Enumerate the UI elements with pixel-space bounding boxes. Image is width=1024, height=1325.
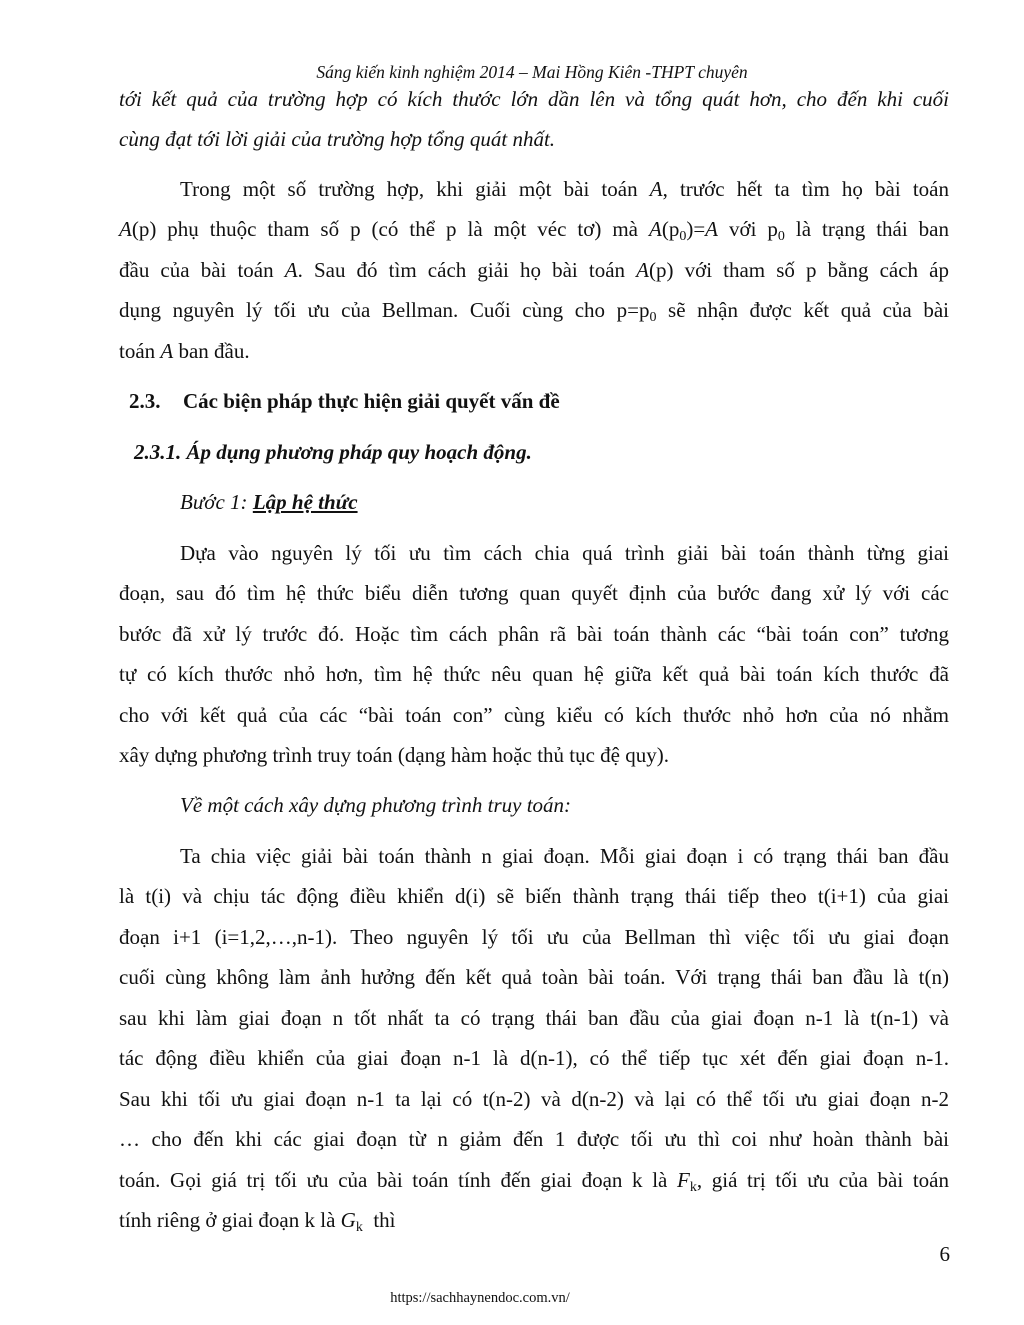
para1-line-5: toán A ban đầu. <box>119 339 250 363</box>
section-number: 2.3. <box>129 389 161 413</box>
subsection-heading: 2.3.1. Áp dụng phương pháp quy hoạch động. <box>134 440 532 464</box>
para3-line-4: cuối cùng không làm ảnh hưởng đến kết quả toàn bài toán. Với trạng thái ban đầu là t(n) <box>119 965 949 989</box>
para3-line-9: toán. Gọi giá trị tối ưu của bài toán tính đến giai đoạn k là $F_k$, giá trị tối ưu của bài toán <box>119 1168 949 1195</box>
para3-line-3: đoạn i+1 (i=1,2,…,n-1). Theo nguyên lý tối ưu của Bellman thì việc tối ưu giai đoạn <box>119 925 949 949</box>
para3-line-1: Ta chia việc giải bài toán thành n giai đoạn. Mỗi giai đoạn i có trạng thái ban đầu <box>180 844 949 868</box>
intro-line-1: tới kết quả của trường hợp có kích thước lớn dần lên và tổng quát hơn, cho đến khi cuối <box>119 87 949 111</box>
para2-line-4: tự có kích thước nhỏ hơn, tìm hệ thức nêu quan hệ giữa kết quả bài toán kích thước đã <box>119 662 949 686</box>
para1-line-2: A(p) phụ thuộc tham số p (có thể p là một véc tơ) mà $A(p_0)=A$ với $p_0$ là trạng thái ban <box>119 217 949 244</box>
section-heading <box>129 389 959 413</box>
para1-line-4: dụng nguyên lý tối ưu của Bellman. Cuối cùng cho $p=p_0$ sẽ nhận được kết quả của bài <box>119 298 949 325</box>
para3-line-8: … cho đến khi các giai đoạn từ n giảm đến 1 được tối ưu thì coi như hoàn thành bài <box>119 1127 949 1151</box>
footer-url: https://sachhaynendoc.com.vn/ <box>390 1290 570 1306</box>
para2-line-5: cho với kết quả của các “bài toán con” cùng kiểu có kích thước nhỏ hơn của nó nhằm <box>119 703 949 727</box>
para1-line-1: Trong một số trường hợp, khi giải một bài toán A, trước hết ta tìm họ bài toán <box>180 177 949 201</box>
para3-line-7: Sau khi tối ưu giai đoạn n-1 ta lại có t(n-2) và d(n-2) và lại có thể tối ưu giai đoạn n-2 <box>119 1087 949 1111</box>
para3-line-2: là t(i) và chịu tác động điều khiển d(i) sẽ biến thành trạng thái tiếp theo t(i+1) của giai <box>119 884 949 908</box>
para2-line-3: bước đã xử lý trước đó. Hoặc tìm cách phân rã bài toán thành các “bài toán con” tương <box>119 622 949 646</box>
para2-line-6: xây dựng phương trình truy toán (dạng hàm hoặc thủ tục đệ quy). <box>119 743 669 767</box>
para2-line-1: Dựa vào nguyên lý tối ưu tìm cách chia quá trình giải bài toán thành từng giai <box>180 541 949 565</box>
section-title: Các biện pháp thực hiện giải quyết vấn đề <box>183 389 560 413</box>
intro-line-2: cùng đạt tới lời giải của trường hợp tổng quát nhất. <box>119 127 556 151</box>
para3-line-5: sau khi làm giai đoạn n tốt nhất ta có trạng thái ban đầu của giai đoạn n-1 là t(n-1) và <box>119 1006 949 1030</box>
para3-line-10: tính riêng ở giai đoạn k là $G_k$ thì <box>119 1208 396 1235</box>
page-number: 6 <box>939 1242 950 1266</box>
step-heading: Bước 1: Lập hệ thức <box>180 490 358 514</box>
running-header: Sáng kiến kinh nghiệm 2014 – Mai Hồng Kiên -THPT chuyên <box>316 62 748 82</box>
method-subheading: Về một cách xây dựng phương trình truy toán: <box>180 793 572 817</box>
para2-line-2: đoạn, sau đó tìm hệ thức biểu diễn tương quan quyết định của bước đang xử lý với các <box>119 581 949 605</box>
para3-line-6: tác động điều khiển của giai đoạn n-1 là d(n-1), có thể tiếp tục xét đến giai đoạn n-1. <box>119 1046 949 1070</box>
para1-line-3: đầu của bài toán A. Sau đó tìm cách giải họ bài toán A(p) với tham số p bằng cách áp <box>119 258 949 282</box>
